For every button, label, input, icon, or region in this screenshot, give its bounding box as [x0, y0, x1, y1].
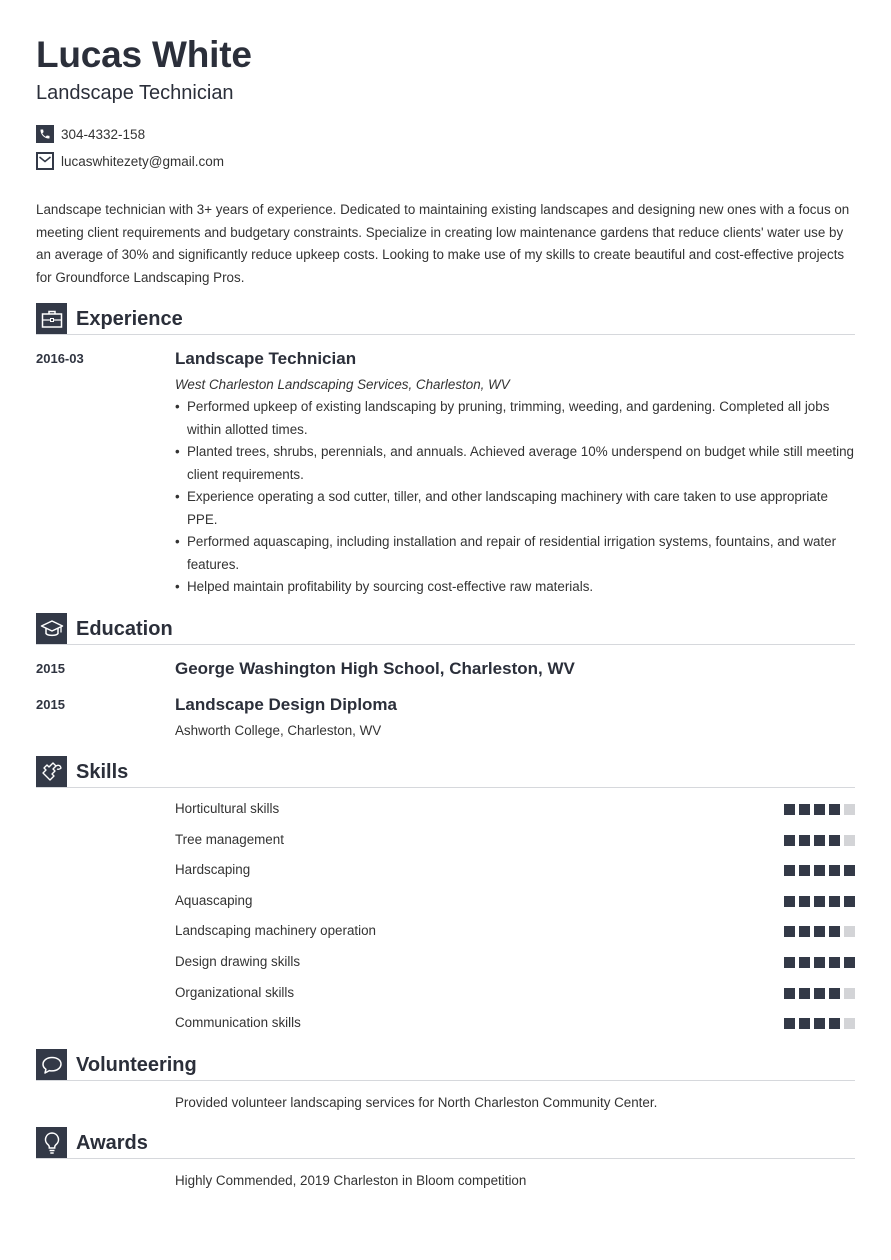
- rating-square: [844, 835, 855, 846]
- skill-rating: [780, 804, 855, 815]
- skill-name: Communication skills: [175, 1015, 301, 1031]
- education-date: 2015: [36, 697, 65, 712]
- rating-square: [844, 865, 855, 876]
- rating-square: [799, 988, 810, 999]
- volunteering-section-header: [36, 1049, 855, 1081]
- list-item: • Helped maintain profitability by sourcing cost-effective raw materials.: [175, 576, 855, 599]
- education-title: Landscape Design Diploma: [175, 695, 397, 714]
- contact-email: [36, 152, 224, 170]
- experience-section-header: [36, 303, 855, 335]
- awards-heading: Awards: [76, 1132, 148, 1154]
- skill-rating: [780, 988, 855, 999]
- skill-name: Organizational skills: [175, 984, 295, 1000]
- skill-name: Aquascaping: [175, 892, 253, 908]
- email-address[interactable]: lucaswhitezety@gmail.com: [61, 153, 225, 169]
- skill-row: [175, 893, 855, 913]
- skill-name: Landscaping machinery operation: [175, 923, 376, 939]
- list-item: • Planted trees, shrubs, perennials, and annuals. Achieved average 10% underspend on budget while still meeting client requirements.: [175, 441, 855, 486]
- skills-heading: Skills: [76, 761, 129, 783]
- rating-square: [814, 804, 825, 815]
- candidate-name: Lucas White: [36, 34, 252, 75]
- skill-name: Horticultural skills: [175, 801, 280, 816]
- rating-square: [799, 957, 810, 968]
- rating-square: [814, 926, 825, 937]
- rating-square: [799, 1018, 810, 1029]
- rating-square: [829, 926, 840, 937]
- rating-square: [784, 926, 795, 937]
- skills-section-header: [36, 756, 855, 788]
- volunteering-heading: Volunteering: [76, 1054, 197, 1076]
- rating-square: [844, 896, 855, 907]
- skill-name: Hardscaping: [175, 862, 251, 878]
- rating-square: [799, 926, 810, 937]
- rating-square: [799, 865, 810, 876]
- envelope-icon: [36, 152, 54, 170]
- experience-date: 2016-03: [36, 351, 84, 366]
- skill-row: [175, 862, 855, 882]
- rating-square: [784, 865, 795, 876]
- rating-square: [784, 957, 795, 968]
- education-title: George Washington High School, Charleston, WV: [175, 659, 575, 678]
- skill-row: [175, 954, 855, 974]
- rating-square: [814, 896, 825, 907]
- education-date: 2015: [36, 661, 65, 676]
- graduation-cap-icon: [36, 613, 67, 644]
- rating-square: [799, 896, 810, 907]
- job-company: West Charleston Landscaping Services, Charleston, WV: [175, 377, 510, 392]
- phone-number[interactable]: 304-4332-158: [61, 126, 146, 142]
- contact-phone: [36, 125, 145, 143]
- rating-square: [829, 988, 840, 999]
- volunteering-text: Provided volunteer landscaping services for North Charleston Community Center.: [175, 1095, 658, 1110]
- list-item: • Experience operating a sod cutter, tiller, and other landscaping machinery with care taken to use appropriate PPE.: [175, 486, 855, 531]
- rating-square: [844, 988, 855, 999]
- rating-square: [814, 988, 825, 999]
- awards-section-header: [36, 1127, 855, 1159]
- awards-text: Highly Commended, 2019 Charleston in Bloom competition: [175, 1173, 527, 1188]
- rating-square: [829, 835, 840, 846]
- skill-rating: [780, 835, 855, 846]
- experience-heading: Experience: [76, 308, 183, 330]
- list-item: • Performed upkeep of existing landscaping by pruning, trimming, weeding, and gardening. Completed all jobs within allotted times.: [175, 396, 855, 441]
- rating-square: [844, 926, 855, 937]
- education-institution: Ashworth College, Charleston, WV: [175, 723, 382, 738]
- rating-square: [784, 988, 795, 999]
- skill-row: [175, 985, 855, 1005]
- skill-row: [175, 801, 855, 821]
- rating-square: [784, 835, 795, 846]
- list-item: • Performed aquascaping, including installation and repair of residential irrigation systems, fountains, and water features.: [175, 531, 855, 576]
- skill-rating: [780, 865, 855, 876]
- rating-square: [814, 835, 825, 846]
- candidate-title: Landscape Technician: [36, 82, 234, 104]
- skill-rating: [780, 1018, 855, 1029]
- rating-square: [814, 1018, 825, 1029]
- briefcase-icon: [36, 303, 67, 334]
- phone-icon: [36, 125, 54, 143]
- rating-square: [784, 804, 795, 815]
- lightbulb-icon: [36, 1127, 67, 1158]
- skill-row: [175, 1015, 855, 1035]
- rating-square: [829, 865, 840, 876]
- rating-square: [784, 1018, 795, 1029]
- puzzle-hand-icon: [36, 756, 67, 787]
- skill-name: Tree management: [175, 831, 284, 847]
- education-heading: Education: [76, 618, 173, 640]
- rating-square: [844, 957, 855, 968]
- job-title: Landscape Technician: [175, 349, 357, 368]
- rating-square: [829, 957, 840, 968]
- rating-square: [829, 896, 840, 907]
- skill-row: [175, 923, 855, 943]
- rating-square: [829, 804, 840, 815]
- speech-bubble-icon: [36, 1049, 67, 1080]
- profile-summary: Landscape technician with 3+ years of experience. Dedicated to maintaining existing landscapes and designing new ones with a focus on meeting client requirements and budgetary constraints. Specialize in creating low maintenance gardens that reduce clients' water use by an average of 30% and significantly reduce upkeep costs. Looking to make use of my skills to create beautiful and cost-effective projects for Groundforce Landscaping Pros.: [36, 202, 850, 285]
- rating-square: [814, 865, 825, 876]
- skill-rating: [780, 896, 855, 907]
- skill-row: [175, 832, 855, 852]
- rating-square: [799, 804, 810, 815]
- rating-square: [829, 1018, 840, 1029]
- skill-name: Design drawing skills: [175, 954, 301, 969]
- rating-square: [814, 957, 825, 968]
- job-responsibilities: [175, 396, 855, 599]
- rating-square: [844, 1018, 855, 1029]
- skill-rating: [780, 926, 855, 937]
- rating-square: [844, 804, 855, 815]
- rating-square: [784, 896, 795, 907]
- rating-square: [799, 835, 810, 846]
- education-section-header: [36, 613, 855, 645]
- skill-rating: [780, 957, 855, 968]
